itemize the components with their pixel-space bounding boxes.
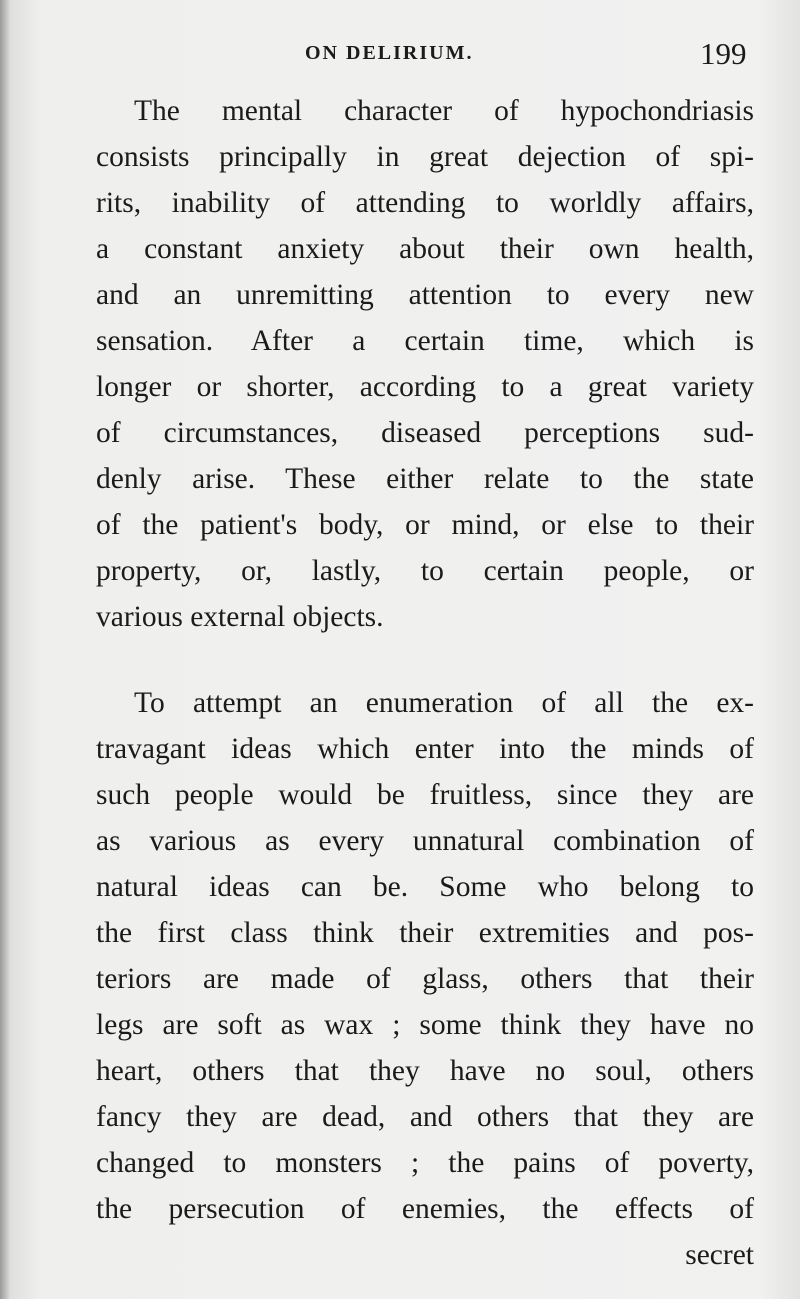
text-line: The mental character of hypochondriasis	[134, 95, 754, 127]
text-line: various external objects.	[96, 601, 384, 633]
text-line: fancy they are dead, and others that they are	[96, 1101, 754, 1133]
text-line: and an unremitting attention to every new	[96, 279, 754, 311]
text-line: travagant ideas which enter into the minds of	[96, 733, 754, 765]
text-line: To attempt an enumeration of all the ex-	[134, 687, 754, 719]
text-line: as various as every unnatural combination of	[96, 825, 754, 857]
text-line: natural ideas can be. Some who belong to	[96, 871, 754, 903]
text-line: property, or, lastly, to certain people, or	[96, 555, 754, 587]
paragraph-1	[96, 88, 754, 640]
body-text	[96, 88, 754, 1278]
text-line: denly arise. These either relate to the state	[96, 463, 754, 495]
page-header	[0, 38, 800, 78]
text-line: teriors are made of glass, others that their	[96, 963, 754, 995]
text-line: the first class think their extremities and pos-	[96, 917, 754, 949]
paragraph-2	[96, 680, 754, 1232]
text-line: consists principally in great dejection of spi-	[96, 141, 754, 173]
catchword: secret	[685, 1239, 754, 1271]
text-line: of circumstances, diseased perceptions sud-	[96, 417, 754, 449]
text-line: longer or shorter, according to a great variety	[96, 371, 754, 403]
text-line: changed to monsters ; the pains of poverty,	[96, 1147, 754, 1179]
text-line: the persecution of enemies, the effects of	[96, 1193, 754, 1225]
text-line: of the patient's body, or mind, or else to their	[96, 509, 754, 541]
text-line: rits, inability of attending to worldly affairs,	[96, 187, 754, 219]
running-head: ON DELIRIUM.	[305, 42, 474, 64]
text-line: such people would be fruitless, since they are	[96, 779, 754, 811]
page-number: 199	[700, 36, 747, 71]
paragraph-gap	[96, 640, 754, 680]
text-line: a constant anxiety about their own health,	[96, 233, 754, 265]
text-line: heart, others that they have no soul, others	[96, 1055, 754, 1087]
text-line: legs are soft as wax ; some think they have no	[96, 1009, 754, 1041]
text-line: sensation. After a certain time, which is	[96, 325, 754, 357]
page-edge-shadow	[0, 0, 10, 1299]
